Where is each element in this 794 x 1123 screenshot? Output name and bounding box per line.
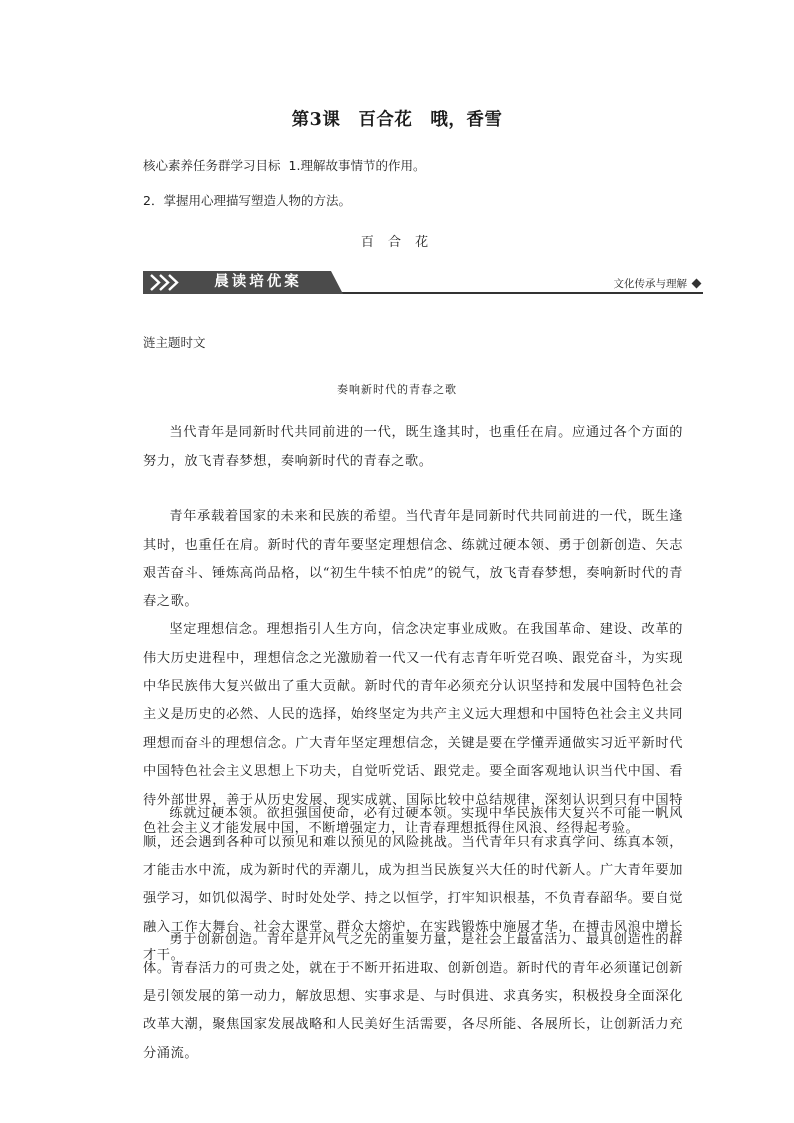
- banner-tag: 文化传承与理解: [613, 278, 687, 290]
- article-paragraph: 练就过硬本领。欲担强国使命，必有过硬本领。实现中华民族伟大复兴不可能一帆风顺，还会遇到各种可以预见和难以预见的风险挑战。当代青年只有求真学问、练真本领，才能击水中流，成为新时代的弄潮儿，成为担当民族复兴大任的时代新人。广大青年要加强学习，如饥似渴学、时时处处学、持之以恒学，打牢知识根基，不负青春韶华。要自觉融入工作大舞台、社会大课堂、群众大熔炉，在实践锻炼中施展才华，在搏击风浪中增长才干。: [143, 806, 683, 964]
- goals-label: 核心素养任务群学习目标: [143, 158, 281, 173]
- article-paragraph: 当代青年是同新时代共同前进的一代，既生逢其时，也重任在肩。应通过各个方面的努力，放飞青春梦想，奏响新时代的青春之歌。: [143, 425, 683, 469]
- article-paragraph: 坚定理想信念。理想指引人生方向，信念决定事业成败。在我国革命、建设、改革的伟大历史进程中，理想信念之光激励着一代又一代有志青年听党召唤、跟党奋斗，为实现中华民族伟大复兴做出了重大贡献。新时代的青年必须充分认识坚持和发展中国特色社会主义是历史的必然、人民的选择，始终坚定为共产主义远大理想和中国特色社会主义共同理想而奋斗的理想信念。广大青年坚定理想信念，关键是要在学懂弄通做实习近平新时代中国特色社会主义思想上下功夫，自觉听党话、跟党走。要全面客观地认识当代中国、看待外部世界，善于从历史发展、现实成就、国际比较中总结规律，深刻认识到只有中国特色社会主义才能发展中国，不断增强定力，让青春理想抵得住风浪、经得起考验。: [143, 622, 683, 837]
- lesson-title: 第3课 百合花 哦，香雪: [291, 110, 503, 130]
- article-paragraph: 勇于创新创造。青年是开风气之先的重要力量，是社会上最富活力、最具创造性的群体。青春活力的可贵之处，就在于不断开拓进取、创新创造。新时代的青年必须谨记创新是引领发展的第一动力，解放思想、实事求是、与时俱进、求真务实，积极投身全面深化改革大潮，聚焦国家发展战略和人民美好生活需要，各尽所能、各展所长，让创新活力充分涌流。: [143, 932, 683, 1061]
- article-title: 奏响新时代的青春之歌: [337, 383, 457, 396]
- goal-item-1: 1.理解故事情节的作用。: [288, 158, 426, 173]
- banner-label: 晨读培优案: [214, 274, 302, 290]
- article-paragraph: 青年承载着国家的未来和民族的希望。当代青年是同新时代共同前进的一代，既生逢其时，也重任在肩。新时代的青年要坚定理想信念、练就过硬本领、勇于创新创造、矢志艰苦奋斗、锤炼高尚品格，以“初生牛犊不怕虎”的锐气，放飞青春梦想，奏响新时代的青春之歌。: [143, 509, 683, 610]
- story-subtitle: 百 合 花: [360, 235, 434, 250]
- section-banner: [143, 271, 703, 295]
- section-label: 涟主题时文: [143, 335, 206, 350]
- goal-item-2: 2．掌握用心理描写塑造人物的方法。: [143, 193, 351, 208]
- diamond-icon: [692, 279, 702, 289]
- learning-goals-line-1: [143, 156, 425, 174]
